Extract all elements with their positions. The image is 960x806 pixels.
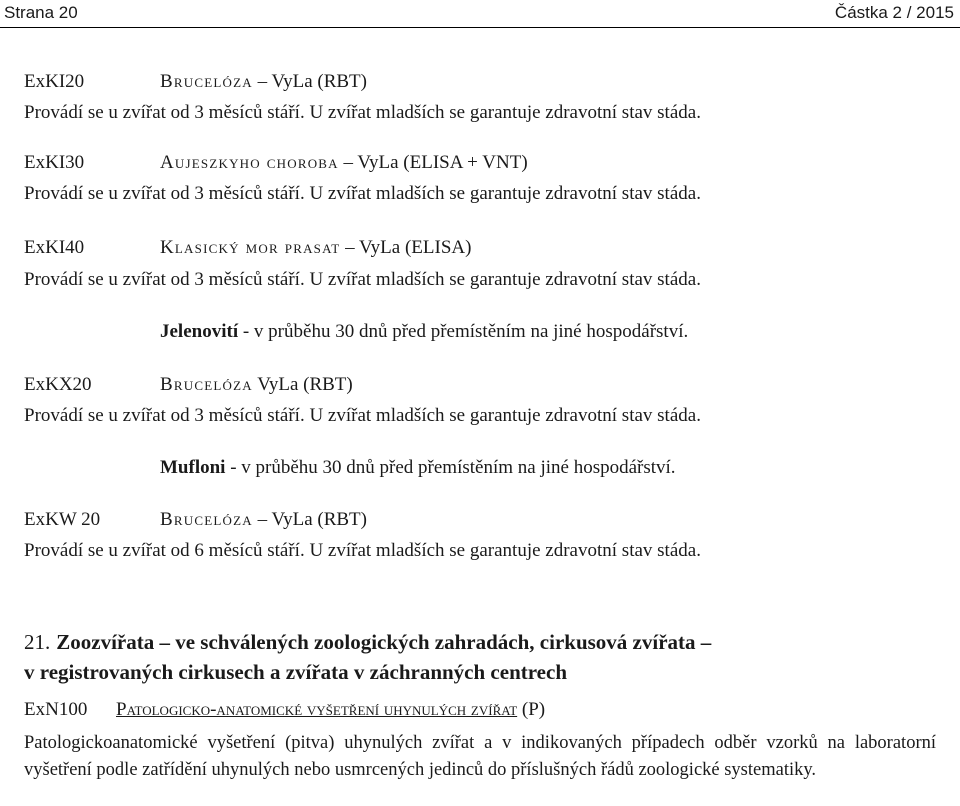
entry-code-row [24,152,528,174]
entry-note: Provádí se u zvířat od 3 měsíců stáří. U zvířat mladších se garantuje zdravotní stav stáda. [24,183,701,204]
mufloni-text: - v průběhu 30 dnů před přemístěním na jiné hospodářství. [225,457,676,478]
section-heading-line1 [24,630,711,655]
entry-code-row [24,374,353,396]
entry-code-row [24,237,471,259]
entry-code: ExKI20 [24,71,85,92]
exn100-line [24,699,545,721]
page-header [0,0,960,26]
jelenoviti-title: Jelenovití [160,321,239,342]
entry-code: ExKI30 [24,152,85,173]
mufloni-title: Mufloni [160,457,226,478]
entry-note: Provádí se u zvířat od 3 měsíců stáří. U zvířat mladších se garantuje zdravotní stav stáda. [24,405,701,426]
entry-name: Bruceló [160,509,234,530]
entry-note: Provádí se u zvířat od 6 měsíců stáří. U zvířat mladších se garantuje zdravotní stav stáda. [24,540,701,561]
section-title-1: Zoozvířata – ve schválených zoologických zahradách, cirkusová zvířata – [56,630,712,654]
exn100-description: Patologickoanatomické vyšetření (pitva) uhynulých zvířat a v indikovaných případech odběr vzorků na laboratorní vyšetření podle zatřídění uhynulých nebo usmrcených jedinců do příslušných řádů zoologické systematiky. [24,733,936,780]
entry-code-row [24,71,367,93]
entry-code: ExKW 20 [24,509,101,530]
entry-method: – VyLa (ELISA) [340,237,472,258]
entry-method: – VyLa (RBT) [252,509,367,530]
entry-name: Aujeszkyho choroba [160,152,339,173]
entry-name: Bruceló [160,71,234,92]
entry-code: ExKX20 [24,374,92,395]
header-rule [0,27,960,28]
entry-method: – VyLa (RBT) [252,71,367,92]
entry-note: Provádí se u zvířat od 3 měsíců stáří. U zvířat mladších se garantuje zdravotní stav stáda. [24,102,701,123]
entry-method: – VyLa (ELISA + VNT) [338,152,528,173]
jelenoviti-line [160,321,688,343]
jelenoviti-text: - v průběhu 30 dnů před přemístěním na jiné hospodářství. [238,321,689,342]
entry-name-tail: za [233,374,253,395]
entry-name-tail: za [233,509,253,530]
entry-suffix: (P) [517,699,546,720]
entry-note: Provádí se u zvířat od 3 měsíců stáří. U zvířat mladších se garantuje zdravotní stav stáda. [24,269,701,290]
entry-code-row [24,509,367,531]
entry-name: Klasický mor prasat [160,237,341,258]
entry-method: VyLa (RBT) [252,374,353,395]
entry-code: ExN100 [24,699,88,720]
entry-name: Bruceló [160,374,234,395]
entry-name: Patologicko-anatomické vyšetření uhynulých zvířat [116,699,518,720]
section-number: 21. [24,630,51,654]
section-heading-line2: v registrovaných cirkusech a zvířata v záchranných centrech [24,660,568,684]
issue-number: Částka 2 / 2015 [834,3,954,22]
entry-name-tail: za [233,71,253,92]
page-number: Strana 20 [4,3,78,22]
entry-code: ExKI40 [24,237,85,258]
mufloni-line [160,457,676,479]
